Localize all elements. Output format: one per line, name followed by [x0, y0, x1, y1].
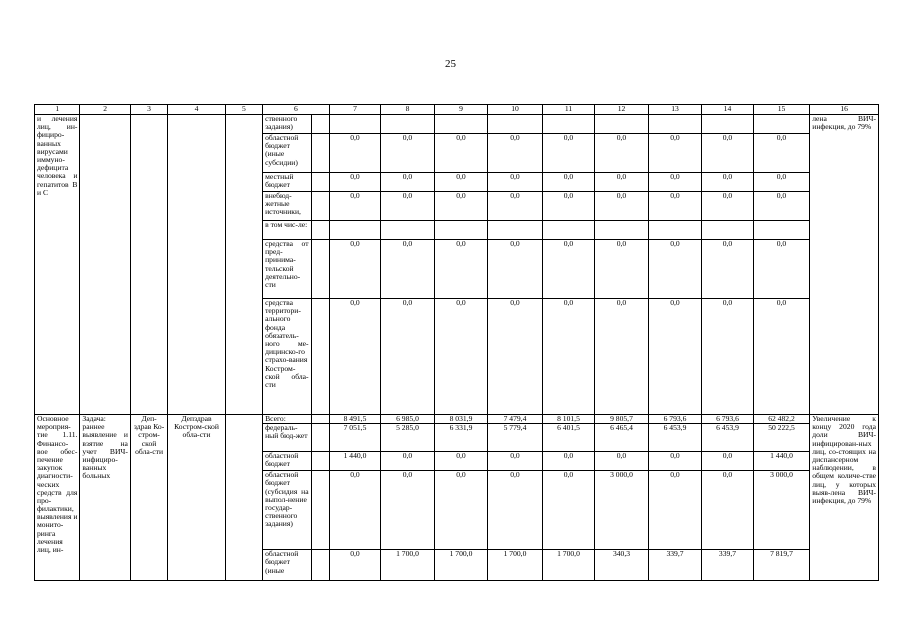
- value-cell: 0,0: [434, 192, 488, 221]
- spacer-cell: [311, 550, 329, 581]
- col5-cell: [225, 415, 262, 581]
- header-cell: 15: [753, 105, 810, 115]
- value-cell: [329, 115, 380, 134]
- value-cell: 0,0: [595, 240, 649, 299]
- value-cell: 7 479,4: [488, 415, 543, 424]
- value-cell: 1 700,0: [381, 550, 435, 581]
- value-cell: 0,0: [488, 192, 543, 221]
- value-cell: 1 440,0: [753, 452, 810, 471]
- value-cell: 0,0: [648, 240, 702, 299]
- value-cell: [753, 115, 810, 134]
- value-cell: 0,0: [329, 299, 380, 415]
- value-cell: [702, 115, 753, 134]
- value-cell: 0,0: [542, 173, 594, 192]
- value-cell: 1 700,0: [542, 550, 594, 581]
- spacer-cell: [311, 424, 329, 452]
- value-cell: 0,0: [542, 240, 594, 299]
- value-cell: 6 401,5: [542, 424, 594, 452]
- table-row: [35, 415, 879, 424]
- value-cell: 3 000,0: [595, 471, 649, 550]
- executor-description: Деп-здрав Ко-стром-ской обла-сти: [130, 415, 167, 581]
- header-cell: 3: [130, 105, 167, 115]
- activity-description: Основное мероприя-тие 1.11. Финансо-вое обес-печение закупок диагности-ческих средств для про-филактики, выявления и монито-ринга лечения лиц, ин-: [35, 415, 80, 581]
- value-cell: 1 700,0: [488, 550, 543, 581]
- value-cell: 5 285,0: [381, 424, 435, 452]
- header-cell: 11: [542, 105, 594, 115]
- value-cell: 0,0: [488, 240, 543, 299]
- value-cell: 0,0: [488, 134, 543, 173]
- value-cell: [648, 221, 702, 240]
- value-cell: 0,0: [702, 134, 753, 173]
- value-cell: [381, 221, 435, 240]
- value-cell: 0,0: [329, 173, 380, 192]
- funding-source-label: ственного задания): [263, 115, 311, 134]
- header-row: [35, 105, 879, 115]
- value-cell: 8 101,5: [542, 415, 594, 424]
- value-cell: 0,0: [381, 471, 435, 550]
- value-cell: [753, 221, 810, 240]
- spacer-cell: [311, 115, 329, 134]
- value-cell: 3 000,0: [753, 471, 810, 550]
- value-cell: 0,0: [381, 192, 435, 221]
- header-cell: 4: [168, 105, 226, 115]
- header-cell: 10: [488, 105, 543, 115]
- value-cell: 5 779,4: [488, 424, 543, 452]
- value-cell: [542, 221, 594, 240]
- value-cell: 0,0: [648, 299, 702, 415]
- value-cell: 0,0: [488, 173, 543, 192]
- value-cell: 339,7: [648, 550, 702, 581]
- header-cell: 13: [648, 105, 702, 115]
- value-cell: [488, 115, 543, 134]
- header-cell: 8: [381, 105, 435, 115]
- value-cell: 62 482,2: [753, 415, 810, 424]
- value-cell: 0,0: [595, 192, 649, 221]
- value-cell: 8 031,9: [434, 415, 488, 424]
- spacer-cell: [311, 471, 329, 550]
- value-cell: 0,0: [702, 192, 753, 221]
- funding-source-label: средства от пред-принима-тельской деятельно-сти: [263, 240, 311, 299]
- funding-source-label: областной бюджет (иные субсидии): [263, 134, 311, 173]
- value-cell: 0,0: [542, 452, 594, 471]
- value-cell: 0,0: [753, 173, 810, 192]
- value-cell: 6 331,9: [434, 424, 488, 452]
- value-cell: 0,0: [702, 299, 753, 415]
- value-cell: 0,0: [329, 134, 380, 173]
- value-cell: 0,0: [488, 471, 543, 550]
- value-cell: 1 440,0: [329, 452, 380, 471]
- value-cell: 7 051,5: [329, 424, 380, 452]
- value-cell: 0,0: [595, 299, 649, 415]
- value-cell: 0,0: [488, 299, 543, 415]
- header-cell: 16: [810, 105, 879, 115]
- value-cell: 0,0: [434, 240, 488, 299]
- funding-source-label: местный бюджет: [263, 173, 311, 192]
- value-cell: 6 793,6: [702, 415, 753, 424]
- value-cell: 0,0: [702, 240, 753, 299]
- value-cell: 6 453,9: [702, 424, 753, 452]
- value-cell: 0,0: [702, 471, 753, 550]
- value-cell: 0,0: [702, 173, 753, 192]
- value-cell: 6 985,0: [381, 415, 435, 424]
- value-cell: 0,0: [329, 240, 380, 299]
- value-cell: 0,0: [753, 240, 810, 299]
- value-cell: 0,0: [381, 240, 435, 299]
- value-cell: [542, 115, 594, 134]
- header-cell: 2: [80, 105, 130, 115]
- funding-source-label: внебюд-жетные источники,: [263, 192, 311, 221]
- value-cell: 6 793,6: [648, 415, 702, 424]
- funding-source-label: Всего:: [263, 415, 311, 424]
- value-cell: 0,0: [542, 192, 594, 221]
- value-cell: [381, 115, 435, 134]
- value-cell: 0,0: [329, 471, 380, 550]
- header-cell: 1: [35, 105, 80, 115]
- value-cell: 1 700,0: [434, 550, 488, 581]
- value-cell: [595, 221, 649, 240]
- task-description: Задача: раннее выявление и взятие на учет ВИЧ-инфициро-ванных больных: [80, 415, 130, 581]
- value-cell: 0,0: [648, 173, 702, 192]
- value-cell: 0,0: [595, 452, 649, 471]
- value-cell: 0,0: [434, 452, 488, 471]
- value-cell: 0,0: [648, 471, 702, 550]
- header-cell: 14: [702, 105, 753, 115]
- value-cell: 0,0: [434, 299, 488, 415]
- result-indicator: лена ВИЧ-инфекция, до 79%: [810, 115, 879, 415]
- value-cell: 8 491,5: [329, 415, 380, 424]
- value-cell: 0,0: [434, 173, 488, 192]
- spacer-cell: [311, 452, 329, 471]
- value-cell: [488, 221, 543, 240]
- result-indicator: Увеличение к концу 2020 года доли ВИЧ-инфицирован-ных лиц, со-стоящих на диспансерном наблюдении, в общем количе-стве лиц, у которых выяв-лена ВИЧ-инфекция, до 79%: [810, 415, 879, 581]
- value-cell: 50 222,5: [753, 424, 810, 452]
- header-cell: 5: [225, 105, 262, 115]
- header-cell: 6: [263, 105, 330, 115]
- value-cell: 6 453,9: [648, 424, 702, 452]
- value-cell: 340,3: [595, 550, 649, 581]
- value-cell: 0,0: [381, 299, 435, 415]
- value-cell: [329, 221, 380, 240]
- spacer-cell: [311, 173, 329, 192]
- value-cell: [434, 115, 488, 134]
- value-cell: 0,0: [329, 550, 380, 581]
- value-cell: 0,0: [702, 452, 753, 471]
- value-cell: 0,0: [488, 452, 543, 471]
- funding-source-label: областной бюджет (иные: [263, 550, 311, 581]
- spacer-cell: [311, 134, 329, 173]
- value-cell: 0,0: [753, 299, 810, 415]
- value-cell: 0,0: [595, 134, 649, 173]
- value-cell: [702, 221, 753, 240]
- funding-source-label: средства территори-ального фонда обязатель-ного ме-дицинско-го страхо-вания Костром-ской обла-сти: [263, 299, 311, 415]
- funding-source-label: федераль-ный бюд-жет: [263, 424, 311, 452]
- spacer-cell: [311, 240, 329, 299]
- budget-table: [34, 104, 879, 581]
- header-cell: 9: [434, 105, 488, 115]
- value-cell: 0,0: [381, 134, 435, 173]
- value-cell: 339,7: [702, 550, 753, 581]
- value-cell: 0,0: [381, 452, 435, 471]
- value-cell: [648, 115, 702, 134]
- value-cell: 0,0: [542, 134, 594, 173]
- value-cell: 0,0: [648, 134, 702, 173]
- spacer-cell: [311, 221, 329, 240]
- funding-source-label: в том чис-ле:: [263, 221, 311, 240]
- spacer-cell: [311, 192, 329, 221]
- value-cell: 9 805,7: [595, 415, 649, 424]
- value-cell: 0,0: [648, 192, 702, 221]
- value-cell: 0,0: [329, 192, 380, 221]
- header-cell: 12: [595, 105, 649, 115]
- funding-source-label: областной бюджет (субсидия на выпол-нение государ-ственного задания): [263, 471, 311, 550]
- value-cell: 0,0: [753, 192, 810, 221]
- value-cell: 0,0: [542, 471, 594, 550]
- task-cell: [80, 115, 130, 415]
- value-cell: [434, 221, 488, 240]
- participant-cell: [168, 115, 226, 415]
- funding-source-label: областной бюджет: [263, 452, 311, 471]
- value-cell: 0,0: [381, 173, 435, 192]
- participant-description: Депздрав Костром-ской обла-сти: [168, 415, 226, 581]
- col5-cell: [225, 115, 262, 415]
- value-cell: 0,0: [434, 134, 488, 173]
- value-cell: 6 465,4: [595, 424, 649, 452]
- value-cell: 7 819,7: [753, 550, 810, 581]
- value-cell: [595, 115, 649, 134]
- spacer-cell: [311, 299, 329, 415]
- value-cell: 0,0: [595, 173, 649, 192]
- spacer-cell: [311, 415, 329, 424]
- page-number: 25: [445, 58, 456, 70]
- value-cell: 0,0: [648, 452, 702, 471]
- value-cell: 0,0: [542, 299, 594, 415]
- activity-description: и лечения лиц, ин-фициро-ванных вирусами иммуно-дефицита человека и гепатитов В и С: [35, 115, 80, 415]
- executor-cell: [130, 115, 167, 415]
- table-row: [35, 115, 879, 134]
- header-cell: 7: [329, 105, 380, 115]
- value-cell: 0,0: [753, 134, 810, 173]
- value-cell: 0,0: [434, 471, 488, 550]
